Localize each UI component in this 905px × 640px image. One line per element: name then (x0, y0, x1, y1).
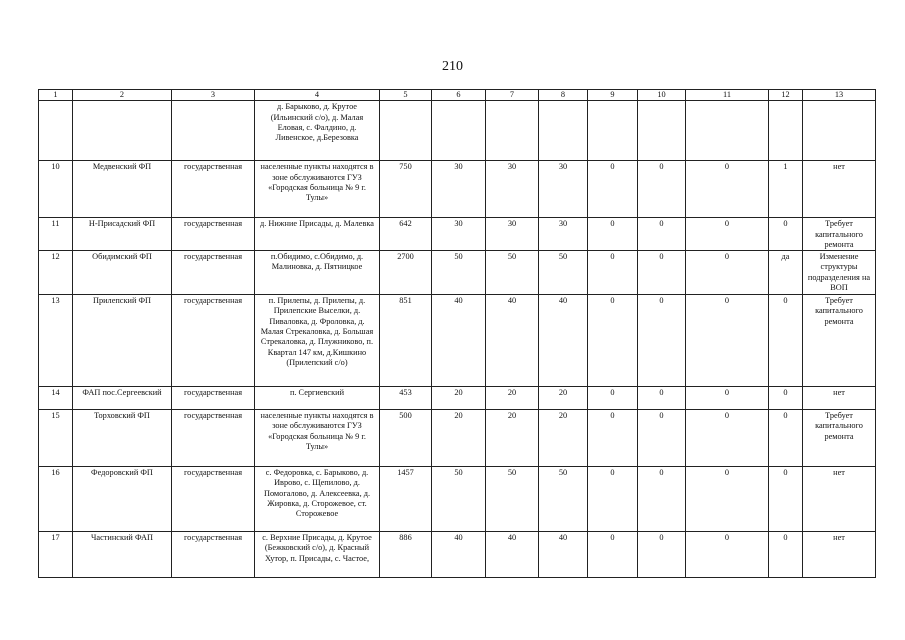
notes-cell: нет (803, 532, 876, 578)
notes-cell: нет (803, 161, 876, 218)
column-header-13: 13 (803, 90, 876, 101)
col-6-cell: 40 (432, 532, 486, 578)
row-number-cell: 17 (39, 532, 73, 578)
column-header-9: 9 (588, 90, 638, 101)
facilities-table (38, 89, 876, 578)
header-row (39, 90, 876, 101)
col-10-cell: 0 (638, 251, 686, 295)
col-12-cell: 0 (769, 532, 803, 578)
col-7-cell: 40 (486, 295, 539, 387)
ownership-type-cell: государственная (172, 251, 255, 295)
population-cell: 1457 (380, 467, 432, 532)
col-7-cell: 50 (486, 467, 539, 532)
col-8-cell: 20 (539, 387, 588, 410)
col-10-cell: 0 (638, 410, 686, 467)
col-6-cell: 50 (432, 251, 486, 295)
col-7-cell (486, 101, 539, 161)
col-11-cell: 0 (686, 532, 769, 578)
ownership-type-cell: государственная (172, 387, 255, 410)
ownership-type-cell: государственная (172, 218, 255, 251)
col-7-cell: 20 (486, 387, 539, 410)
col-11-cell: 0 (686, 295, 769, 387)
column-header-2: 2 (73, 90, 172, 101)
notes-cell (803, 101, 876, 161)
facility-name-cell: Медвенский ФП (73, 161, 172, 218)
col-8-cell: 40 (539, 295, 588, 387)
facility-name-cell: Н-Присадский ФП (73, 218, 172, 251)
col-6-cell: 20 (432, 387, 486, 410)
col-6-cell (432, 101, 486, 161)
table-row (39, 410, 876, 467)
col-9-cell: 0 (588, 410, 638, 467)
col-12-cell: да (769, 251, 803, 295)
notes-cell: Требует капитального ремонта (803, 295, 876, 387)
ownership-type-cell: государственная (172, 410, 255, 467)
col-12-cell: 0 (769, 387, 803, 410)
table-row (39, 532, 876, 578)
row-number-cell: 16 (39, 467, 73, 532)
population-cell: 642 (380, 218, 432, 251)
col-10-cell: 0 (638, 532, 686, 578)
col-7-cell: 30 (486, 218, 539, 251)
col-6-cell: 20 (432, 410, 486, 467)
notes-cell: нет (803, 387, 876, 410)
col-9-cell: 0 (588, 295, 638, 387)
facility-name-cell: ФАП пос.Сергеевский (73, 387, 172, 410)
column-header-5: 5 (380, 90, 432, 101)
service-area-cell: с. Верхние Присады, д. Крутое (Бежковский с/о), д. Красный Хутор, п. Присады, с. Частое, (255, 532, 380, 578)
population-cell: 851 (380, 295, 432, 387)
col-11-cell: 0 (686, 161, 769, 218)
col-6-cell: 30 (432, 218, 486, 251)
population-cell: 500 (380, 410, 432, 467)
column-header-4: 4 (255, 90, 380, 101)
population-cell (380, 101, 432, 161)
table-header (39, 90, 876, 101)
population-cell: 886 (380, 532, 432, 578)
service-area-cell: д. Барыково, д. Крутое (Ильинский с/о), д. Малая Еловая, с. Фалдино, д. Ливенское, д.Березовка (255, 101, 380, 161)
col-8-cell: 30 (539, 218, 588, 251)
col-9-cell: 0 (588, 251, 638, 295)
col-12-cell: 0 (769, 218, 803, 251)
col-12-cell: 0 (769, 295, 803, 387)
row-number-cell: 15 (39, 410, 73, 467)
col-6-cell: 50 (432, 467, 486, 532)
column-header-11: 11 (686, 90, 769, 101)
population-cell: 750 (380, 161, 432, 218)
col-12-cell: 0 (769, 410, 803, 467)
col-12-cell (769, 101, 803, 161)
col-9-cell (588, 101, 638, 161)
ownership-type-cell: государственная (172, 295, 255, 387)
col-11-cell (686, 101, 769, 161)
col-7-cell: 50 (486, 251, 539, 295)
column-header-1: 1 (39, 90, 73, 101)
ownership-type-cell: государственная (172, 532, 255, 578)
facility-name-cell: Торховский ФП (73, 410, 172, 467)
column-header-10: 10 (638, 90, 686, 101)
col-11-cell: 0 (686, 218, 769, 251)
column-header-3: 3 (172, 90, 255, 101)
ownership-type-cell: государственная (172, 467, 255, 532)
table-body (39, 101, 876, 578)
col-10-cell (638, 101, 686, 161)
facility-name-cell (73, 101, 172, 161)
col-8-cell: 40 (539, 532, 588, 578)
col-10-cell: 0 (638, 387, 686, 410)
facility-name-cell: Прилепский ФП (73, 295, 172, 387)
row-number-cell: 11 (39, 218, 73, 251)
col-7-cell: 20 (486, 410, 539, 467)
facility-name-cell: Обидимский ФП (73, 251, 172, 295)
service-area-cell: населенные пункты находятся в зоне обслуживаются ГУЗ «Городская больница № 9 г. Тулы» (255, 161, 380, 218)
column-header-7: 7 (486, 90, 539, 101)
page-number: 210 (442, 59, 463, 74)
service-area-cell: п.Обидимо, с.Обидимо, д. Малиновка, д. Пятницкое (255, 251, 380, 295)
col-6-cell: 40 (432, 295, 486, 387)
table-row (39, 161, 876, 218)
col-9-cell: 0 (588, 532, 638, 578)
row-number-cell: 14 (39, 387, 73, 410)
row-number-cell (39, 101, 73, 161)
col-8-cell: 20 (539, 410, 588, 467)
col-8-cell: 30 (539, 161, 588, 218)
col-7-cell: 40 (486, 532, 539, 578)
column-header-12: 12 (769, 90, 803, 101)
col-11-cell: 0 (686, 387, 769, 410)
column-header-8: 8 (539, 90, 588, 101)
col-9-cell: 0 (588, 467, 638, 532)
table-row (39, 218, 876, 251)
col-6-cell: 30 (432, 161, 486, 218)
col-10-cell: 0 (638, 161, 686, 218)
col-9-cell: 0 (588, 218, 638, 251)
col-8-cell: 50 (539, 467, 588, 532)
table-row (39, 251, 876, 295)
notes-cell: Изменение структуры подразделения на ВОП (803, 251, 876, 295)
col-7-cell: 30 (486, 161, 539, 218)
table-row (39, 467, 876, 532)
col-10-cell: 0 (638, 467, 686, 532)
notes-cell: Требует капитального ремонта (803, 218, 876, 251)
table-row (39, 387, 876, 410)
col-12-cell: 0 (769, 467, 803, 532)
facility-name-cell: Федоровский ФП (73, 467, 172, 532)
col-11-cell: 0 (686, 251, 769, 295)
col-10-cell: 0 (638, 218, 686, 251)
ownership-type-cell (172, 101, 255, 161)
row-number-cell: 10 (39, 161, 73, 218)
row-number-cell: 13 (39, 295, 73, 387)
col-9-cell: 0 (588, 387, 638, 410)
col-12-cell: 1 (769, 161, 803, 218)
row-number-cell: 12 (39, 251, 73, 295)
population-cell: 453 (380, 387, 432, 410)
column-header-6: 6 (432, 90, 486, 101)
col-8-cell (539, 101, 588, 161)
col-9-cell: 0 (588, 161, 638, 218)
service-area-cell: п. Сергиевский (255, 387, 380, 410)
facility-name-cell: Частинский ФАП (73, 532, 172, 578)
col-11-cell: 0 (686, 467, 769, 532)
service-area-cell: п. Прилепы, д. Прилепы, д. Прилепские Выселки, д. Пиваловка, д. Фроловка, д. Малая Стрекаловка, д. Большая Стрекаловка, д. Плужниково, п. Квартал 147 км, д.Кишкино (Прилепский с/о) (255, 295, 380, 387)
notes-cell: нет (803, 467, 876, 532)
table-row (39, 295, 876, 387)
col-8-cell: 50 (539, 251, 588, 295)
table-row (39, 101, 876, 161)
service-area-cell: населенные пункты находятся в зоне обслуживаются ГУЗ «Городская больница № 9 г. Тулы» (255, 410, 380, 467)
service-area-cell: д. Нижние Присады, д. Малевка (255, 218, 380, 251)
notes-cell: Требует капитального ремонта (803, 410, 876, 467)
col-10-cell: 0 (638, 295, 686, 387)
service-area-cell: с. Федоровка, с. Барыково, д. Иврово, с. Щепилово, д. Помогалово, д. Алексеевка, д. Жировка, д. Сторожевое, ст. Сторожевое (255, 467, 380, 532)
ownership-type-cell: государственная (172, 161, 255, 218)
population-cell: 2700 (380, 251, 432, 295)
col-11-cell: 0 (686, 410, 769, 467)
